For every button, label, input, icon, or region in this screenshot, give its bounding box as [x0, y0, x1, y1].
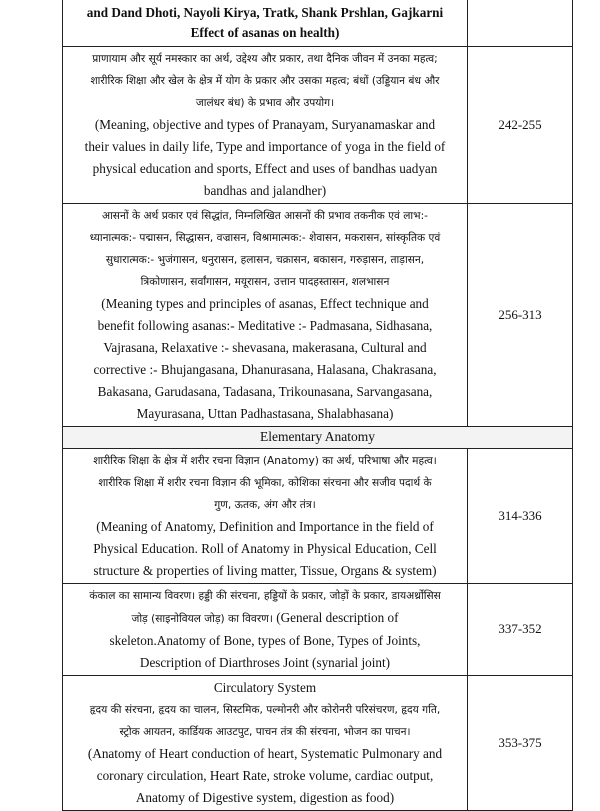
- text-line: their values in daily life, Type and importance of yoga in the field of: [84, 138, 446, 154]
- text-line: Anatomy of Digestive system, digestion as food): [135, 789, 395, 805]
- text-line: and Dand Dhoti, Nayoli Kirya, Tratk, Shank Prshlan, Gajkarni: [86, 4, 444, 20]
- text-line: त्रिकोणासन, सर्वांगासन, मयूरासन, उत्तान पादहस्तासन, शलभासन: [140, 275, 390, 288]
- text-line: आसनों के अर्थ प्रकार एवं सिद्धांत, निम्नलिखित आसनों की प्रभाव तकनीक एवं लाभ:-: [101, 209, 429, 222]
- page-range: 314-336: [468, 448, 573, 583]
- text-line: structure & properties of living matter, Tissue, Organs & system): [93, 562, 437, 578]
- english-fragment: (General description of: [276, 609, 399, 625]
- topic-description: [63, 583, 468, 675]
- section-title: Elementary Anatomy: [63, 426, 573, 448]
- text-line: Effect of asanas on health): [190, 24, 340, 40]
- table-row: [63, 583, 573, 675]
- subsection-title: Circulatory System: [213, 679, 317, 695]
- text-line: शारीरिक शिक्षा में शरीर रचना विज्ञान की भूमिका, कोशिका संरचना और सजीव पदार्थ के: [98, 476, 432, 489]
- text-line: (Meaning types and principles of asanas, Effect technique and: [101, 295, 429, 311]
- topic-hindi: [66, 585, 464, 630]
- text-line: Vajrasana, Relaxative :- shevasana, makerasana, Cultural and: [103, 339, 427, 355]
- topic-description: [63, 675, 468, 810]
- topic-hindi: [66, 699, 464, 743]
- text-line: हृदय की संरचना, हृदय का चालन, सिस्टमिक, पल्मोनरी और कोरोनरी परिसंचरण, हृदय गति,: [89, 703, 441, 716]
- text-line: physical education and sports, Effect and uses of bandhas uadyan: [92, 160, 438, 176]
- topic-description: [63, 0, 468, 46]
- topic-english: [66, 630, 464, 674]
- text-line: शारीरिक शिक्षा और खेल के क्षेत्र में योग के प्रकार और उसका महत्व; बंधों (उड्डियान बंध और: [90, 74, 440, 87]
- text-line: [66, 607, 464, 630]
- text-line: स्ट्रोक आयतन, कार्डियक आउटपुट, पाचन तंत्र की संरचना, भोजन का पाचन।: [119, 725, 411, 738]
- topic-hindi: [66, 48, 464, 114]
- page-range: 256-313: [468, 203, 573, 426]
- topic-english: [66, 743, 464, 809]
- topic-hindi: [66, 450, 464, 516]
- table-row: [63, 46, 573, 203]
- topic-english: [66, 293, 464, 425]
- text-line: सुधारात्मक:- भुजंगासन, धनुरासन, हलासन, चक्रासन, बकासन, गरुड़ासन, ताड़ासन,: [105, 253, 425, 266]
- table-row: [63, 675, 573, 810]
- topic-english: [66, 516, 464, 582]
- text-line: corrective :- Bhujangasana, Dhanurasana, Halasana, Chakrasana,: [93, 361, 437, 377]
- page-range: 242-255: [468, 46, 573, 203]
- text-line: जालंधर बंध) के प्रभाव और उपयोग।: [195, 96, 335, 109]
- text-line: प्राणायाम और सूर्य नमस्कार का अर्थ, उद्देश्य और प्रकार, तथा दैनिक जीवन में उनका महत्व;: [92, 52, 438, 65]
- topic-hindi: [66, 205, 464, 293]
- text-line: Description of Diarthroses Joint (synarial joint): [139, 654, 391, 670]
- topic-description: [63, 203, 468, 426]
- page-range: 337-352: [468, 583, 573, 675]
- topic-description: [63, 46, 468, 203]
- text-line: (Meaning, objective and types of Pranayam, Suryanamaskar and: [94, 116, 436, 132]
- page-range: 353-375: [468, 675, 573, 810]
- text-line: ध्यानात्मक:- पद्मासन, सिद्धासन, वज्रासन, विश्रामात्मक:- शेवासन, मकरासन, सांस्कृतिक एवं: [89, 231, 441, 244]
- text-line: benefit following asanas:- Meditative :- Padmasana, Sidhasana,: [97, 317, 433, 333]
- table-row: [63, 203, 573, 426]
- text-line: Mayurasana, Uttan Padhastasana, Shalabhasana): [136, 405, 394, 421]
- page-range: [468, 0, 573, 46]
- text-line: शारीरिक शिक्षा के क्षेत्र में शरीर रचना विज्ञान (Anatomy) का अर्थ, परिभाषा और महत्व।: [93, 454, 437, 467]
- topic-english: [66, 114, 464, 202]
- text-line: कंकाल का सामान्य विवरण। हड्डी की संरचना, हड्डियों के प्रकार, जोड़ों के प्रकार, डायअर्थ्रोसिस: [89, 589, 441, 602]
- text-line: coronary circulation, Heart Rate, stroke volume, cardiac output,: [96, 767, 434, 783]
- text-line: (Anatomy of Heart conduction of heart, Systematic Pulmonary and: [87, 745, 443, 761]
- topic-english: [66, 3, 464, 43]
- text-line: bandhas and jalandher): [203, 182, 327, 198]
- topic-description: [63, 448, 468, 583]
- section-row: [63, 426, 573, 448]
- text-line: Bakasana, Garudasana, Tadasana, Trikounasana, Sarvangasana,: [97, 383, 433, 399]
- text-line: Physical Education. Roll of Anatomy in Physical Education, Cell: [93, 540, 437, 556]
- syllabus-table: [62, 0, 573, 811]
- hindi-fragment: जोड़ (साइनोवियल जोड़) का विवरण।: [131, 612, 273, 625]
- text-line: skeleton.Anatomy of Bone, types of Bone, Types of Joints,: [109, 632, 421, 648]
- text-line: गुण, ऊतक, अंग और तंत्र।: [214, 498, 316, 511]
- table-row: [63, 0, 573, 46]
- table-row: [63, 448, 573, 583]
- text-line: (Meaning of Anatomy, Definition and Importance in the field of: [96, 518, 434, 534]
